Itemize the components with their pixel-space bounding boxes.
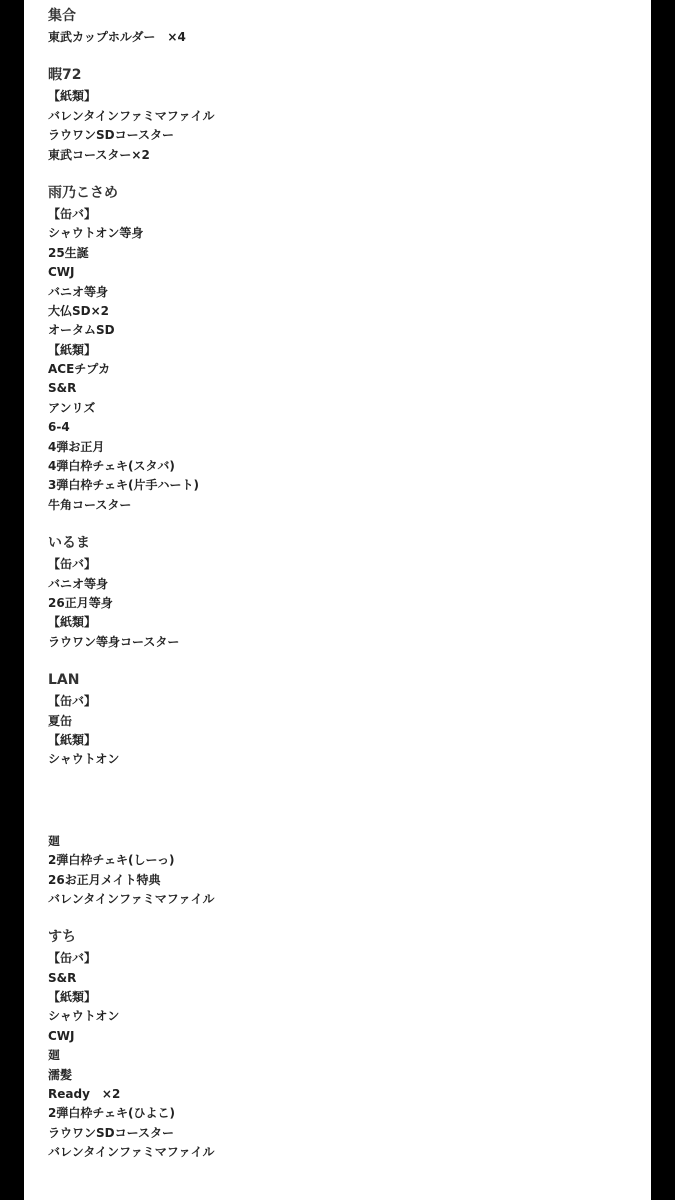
list-item: 【缶バ】 [48,206,97,221]
list-item: 6-4 [48,420,70,435]
section-title: いるま [48,535,90,552]
list-item: シャウトオン [48,1009,120,1024]
section-title: 暇72 [48,67,82,84]
list-item: 4弾白枠チェキ(スタバ) [48,459,175,474]
list-item: ラウワンSDコースター [48,128,175,143]
list-item: 【缶バ】 [48,951,97,966]
list-item: 【紙類】 [48,990,97,1005]
list-item: バレンタインファミマファイル [48,891,215,906]
list-item: 2弾白枠チェキ(しーっ) [48,853,175,868]
list-item: S&R [48,970,77,985]
list-item: 【紙類】 [48,732,97,747]
list-item: 東武コースター×2 [48,147,150,162]
section-title: 集合 [48,8,76,24]
list-item: 【紙類】 [48,615,97,630]
section-title: LAN [48,672,80,689]
list-item: ACEチプカ [48,362,111,377]
list-item: 大仏SD×2 [48,303,110,318]
list-item: バレンタインファミマファイル [48,1145,215,1160]
list-item: バレンタインファミマファイル [48,108,215,123]
list-item: 牛角コースター [48,497,132,512]
list-item: 【紙類】 [48,342,97,357]
list-item: 3弾白枠チェキ(片手ハート) [48,478,199,493]
list-item: 26お正月メイト特典 [48,872,161,887]
list-item: 【缶バ】 [48,694,97,709]
list-item: 濡髪 [48,1067,73,1082]
list-item: Ready ×2 [48,1087,121,1102]
list-item: 【紙類】 [48,89,97,104]
section-title: すち [48,929,76,946]
list-item: 4弾お正月 [48,439,105,454]
list-item: バニオ等身 [48,576,109,591]
item-list [48,5,215,1163]
list-item: S&R [48,381,77,396]
list-item: CWJ [48,1028,75,1043]
document-page [24,0,651,1200]
list-item: アンリズ [48,400,96,415]
list-item: 東武カップホルダー ×4 [48,30,186,44]
list-item: ラウワンSDコースター [48,1125,175,1140]
list-item: 2弾白枠チェキ(ひよこ) [48,1106,175,1121]
list-item: ラウワン等身コースター [48,634,180,649]
list-item: バニオ等身 [48,284,109,299]
list-item: 25生誕 [48,245,89,260]
list-item: シャウトオン等身 [48,226,144,241]
list-item: オータムSD [48,323,115,338]
list-item: 廻 [48,1048,61,1063]
list-item: 【缶バ】 [48,557,97,572]
list-item: 廻 [48,833,61,848]
section-title: 雨乃こさめ [48,184,118,201]
list-item: 夏缶 [48,713,73,728]
list-item: 26正月等身 [48,595,113,610]
list-item: シャウトオン [48,752,120,767]
list-item: CWJ [48,265,75,280]
